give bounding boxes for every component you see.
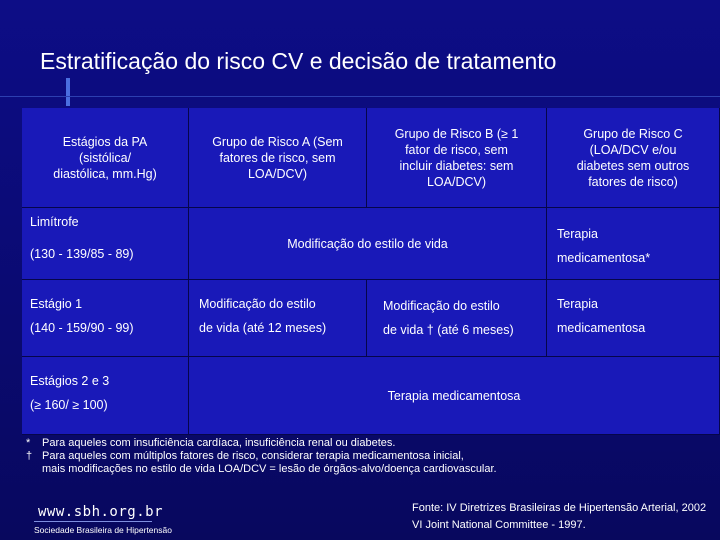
stage-range: (≥ 160/ ≥ 100) xyxy=(30,398,108,412)
footnote-continuation: mais modificações no estilo de vida LOA/DCV = lesão de órgãos-alvo/doença cardiovascular. xyxy=(42,463,497,475)
header-group-c-line: (LOA/DCV e/ou xyxy=(589,142,677,157)
society-name: Sociedade Brasileira de Hipertensão xyxy=(34,525,172,535)
treatment-text: medicamentosa xyxy=(557,321,646,335)
source-citation xyxy=(412,500,720,534)
header-group-a-line: Grupo de Risco A (Sem xyxy=(212,134,343,149)
treatment-text: Modificação do estilo xyxy=(383,299,500,313)
row-estagio1-stage xyxy=(22,280,189,357)
treatment-text: Modificação do estilo xyxy=(199,297,316,311)
row-estagio1-group-b xyxy=(367,280,547,357)
decorative-bar xyxy=(66,78,70,106)
row-estagio1-group-c xyxy=(547,280,720,357)
header-group-c-line: diabetes sem outros xyxy=(576,158,690,173)
header-stages-line: Estágios da PA xyxy=(62,134,148,149)
row-limitrofe-group-ab xyxy=(189,208,547,280)
slide-title: Estratificação do risco CV e decisão de tratamento xyxy=(40,48,557,74)
risk-table xyxy=(22,108,720,435)
title-divider xyxy=(0,96,720,97)
header-group-c xyxy=(547,108,720,208)
footnote-text: Para aqueles com múltiplos fatores de risco, considerar terapia medicamentosa inicial, xyxy=(42,450,464,462)
treatment-text: Modificação do estilo de vida xyxy=(287,236,448,251)
footnote-text: Para aqueles com insuficiência cardíaca, insuficiência renal ou diabetes. xyxy=(42,437,396,449)
header-group-b-line: Grupo de Risco B (≥ 1 xyxy=(394,126,519,141)
header-group-a xyxy=(189,108,367,208)
header-stages xyxy=(22,108,189,208)
website-link[interactable]: www.sbh.org.br xyxy=(38,504,164,520)
stage-name: Limítrofe xyxy=(30,215,79,229)
header-stages-line: diastólica, mm.Hg) xyxy=(53,166,157,181)
header-group-a-line: fatores de risco, sem xyxy=(219,150,336,165)
footnotes xyxy=(26,437,716,476)
source-line: VI Joint National Committee - 1997. xyxy=(412,519,586,531)
treatment-text: de vida (até 12 meses) xyxy=(199,321,327,335)
header-group-b-line: incluir diabetes: sem xyxy=(399,158,514,173)
stage-range: (130 - 139/85 - 89) xyxy=(30,247,134,261)
treatment-text: Terapia xyxy=(557,297,598,311)
header-group-a-line: LOA/DCV) xyxy=(247,166,308,181)
stage-name: Estágio 1 xyxy=(30,297,83,311)
stage-name: Estágios 2 e 3 xyxy=(30,374,110,388)
treatment-text: Terapia medicamentosa xyxy=(387,388,521,403)
header-group-b xyxy=(367,108,547,208)
source-line: Fonte: IV Diretrizes Brasileiras de Hipertensão Arterial, 2002 xyxy=(412,502,707,514)
row-estagio23-stage xyxy=(22,357,189,435)
stage-range: (140 - 159/90 - 99) xyxy=(30,321,134,335)
footnote-item xyxy=(26,450,716,463)
row-limitrofe-stage xyxy=(22,208,189,280)
row-limitrofe-group-c xyxy=(547,208,720,280)
header-stages-line: (sistólica/ xyxy=(78,150,132,165)
header-group-b-line: LOA/DCV) xyxy=(426,174,487,189)
footnote-mark: † xyxy=(26,450,33,462)
footnote-mark: * xyxy=(26,437,31,449)
website-underline xyxy=(34,521,152,522)
treatment-text: medicamentosa* xyxy=(557,251,651,265)
row-estagio23-group-abc xyxy=(189,357,720,435)
header-group-c-line: fatores de risco) xyxy=(588,174,678,189)
header-group-b-line: fator de risco, sem xyxy=(405,142,508,157)
row-estagio1-group-a xyxy=(189,280,367,357)
treatment-text: Terapia xyxy=(557,227,598,241)
footnote-item xyxy=(26,437,716,450)
treatment-text: de vida † (até 6 meses) xyxy=(383,323,514,337)
header-group-c-line: Grupo de Risco C xyxy=(583,126,683,141)
